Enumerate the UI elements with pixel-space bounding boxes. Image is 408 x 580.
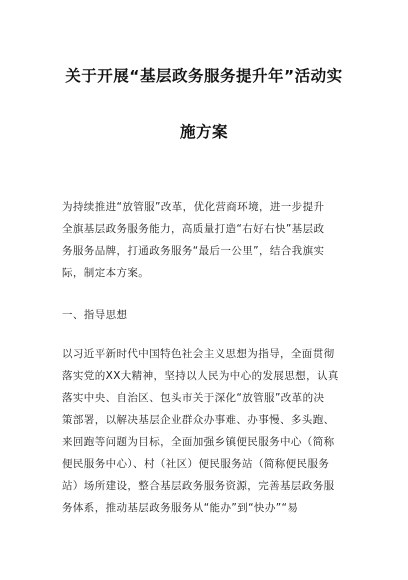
- intro-paragraph: [62, 196, 348, 284]
- document-title-line-1: 关于开展“基层政务服务提升年”活动实: [65, 67, 343, 85]
- intro-line: 全旗基层政务服务能力，高质量打造“右好右快”基层政: [62, 223, 325, 235]
- section-heading-guiding-ideology: 一、指导思想: [62, 309, 128, 321]
- intro-line: 务服务品牌，打通政务服务“最后一公里”，结合我旗实: [62, 245, 325, 257]
- section1-line: 策部署，以解决基层企业群众办事难、办事慢、多头跑、: [62, 414, 335, 426]
- section1-line: 落实中央、自治区、包头市关于深化“放管服”改革的决: [62, 392, 325, 404]
- section1-line: 站）场所建设，整合基层政务服务资源，完善基层政务服: [62, 480, 335, 492]
- intro-line: 际，制定本方案。: [62, 267, 150, 279]
- section1-line: 便民服务中心）、村（社区）便民服务站（简称便民服务: [62, 458, 330, 470]
- section1-line: 来回跑等问题为目标，全面加强乡镇便民服务中心（简称: [62, 436, 335, 448]
- section1-paragraph: [62, 343, 348, 519]
- section1-line: 务体系，推动基层政务服务从“能办”到“快办”“易: [62, 502, 299, 514]
- intro-line: 为持续推进“放管服”改革，优化营商环境，进一步提升: [62, 201, 325, 213]
- section1-line: 落实党的XX大精神，坚持以人民为中心的发展思想，认真: [62, 370, 339, 382]
- section1-line: 以习近平新时代中国特色社会主义思想为指导，全面贯彻: [62, 348, 335, 360]
- document-title-line-2: 施方案: [179, 123, 228, 141]
